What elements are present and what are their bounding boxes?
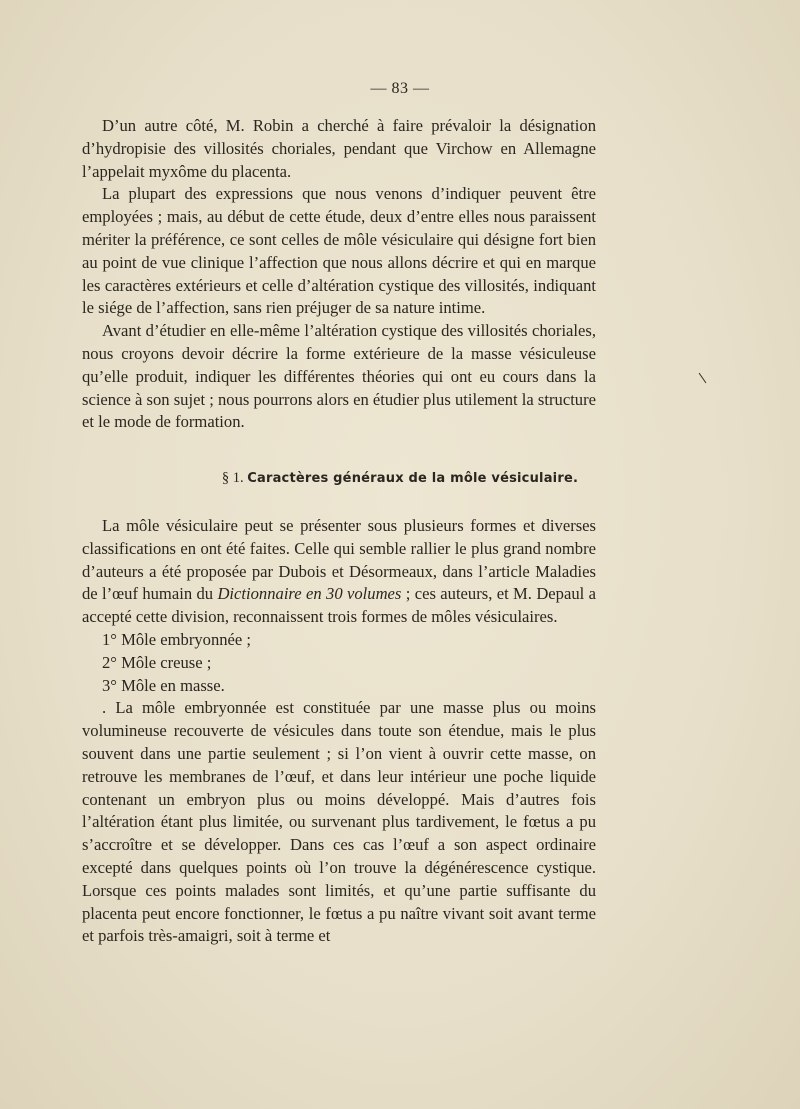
paragraph-intro <box>82 515 596 629</box>
list-item: 3° Môle en masse. <box>102 675 225 695</box>
section-heading <box>0 470 800 487</box>
section-number: § 1. <box>221 470 244 486</box>
text-block-top <box>82 115 596 434</box>
text-block-bottom <box>82 515 596 948</box>
paragraph: Avant d’étudier en elle-même l’altération cystique des villosités choriales, nous croyons devoir décrire la forme extérieure de la masse vésiculeuse qu’elle produit, indiquer les différentes théories qui ont eu cours dans la science à son sujet ; nous pourrons alors en étudier plus utilement la structure et le mode de formation. <box>82 321 596 432</box>
paragraph: D’un autre côté, M. Robin a cherché à faire prévaloir la désignation d’hydropisie des villosités choriales, pendant que Virchow en Allemagne l’appelait myxôme du placenta. <box>82 116 596 181</box>
intro-text: La môle vésiculaire peut se présenter sous plusieurs formes et diverses classifications en ont été faites. Celle qui semble rallier le plus grand nombre d’auteurs a été proposée par Dubois et Désormeaux, dans l’article Maladies de l’œuf humain du <box>82 516 596 604</box>
paragraph: . La môle embryonnée est constituée par une masse plus ou moins volumineuse recouverte de vésicules dans toute son étendue, mais le plus souvent dans une partie seulement ; si l’on vient à ouvrir cette masse, on retrouve les membranes de l’œuf, et dans leur intérieur une poche liquide contenant un embryon plus ou moins développé. Mais d’autres fois l’altération étant plus limitée, ou survenant plus tardivement, le fœtus a pu s’accroître et se développer. Dans ces cas l’œuf a son aspect ordinaire excepté dans quelques points où l’on trouve la dégénérescence cystique. Lorsque ces points malades sont limités, et qu’une partie suffisante du placenta peut encore fonctionner, le fœtus a pu naître vivant soit avant terme et parfois très-amaigri, soit à terme et <box>82 698 596 946</box>
margin-pen-mark <box>699 373 707 383</box>
book-title: Dictionnaire en 30 volumes <box>217 584 402 604</box>
intro-text-end: ; ces auteurs, et M. Depaul a accepté cette division, reconnaissent trois formes de môles vésiculaires. <box>82 584 596 627</box>
page-number: — 83 — <box>370 80 430 97</box>
section-title: Caractères généraux de la môle vésiculaire. <box>247 471 579 486</box>
list-item: 1° Môle embryonnée ; <box>102 629 252 649</box>
list-item: 2° Môle creuse ; <box>102 652 212 672</box>
paragraph: La plupart des expressions que nous venons d’indiquer peuvent être employées ; mais, au début de cette étude, deux d’entre elles nous paraissent mériter la préférence, ce sont celles de môle vésiculaire qui désigne fort bien au point de vue clinique l’affection que nous allons décrire et qui en marque les caractères extérieurs et celle d’altération cystique des villosités, indiquant le siége de l’affection, sans rien préjuger de sa nature intime. <box>82 184 596 318</box>
